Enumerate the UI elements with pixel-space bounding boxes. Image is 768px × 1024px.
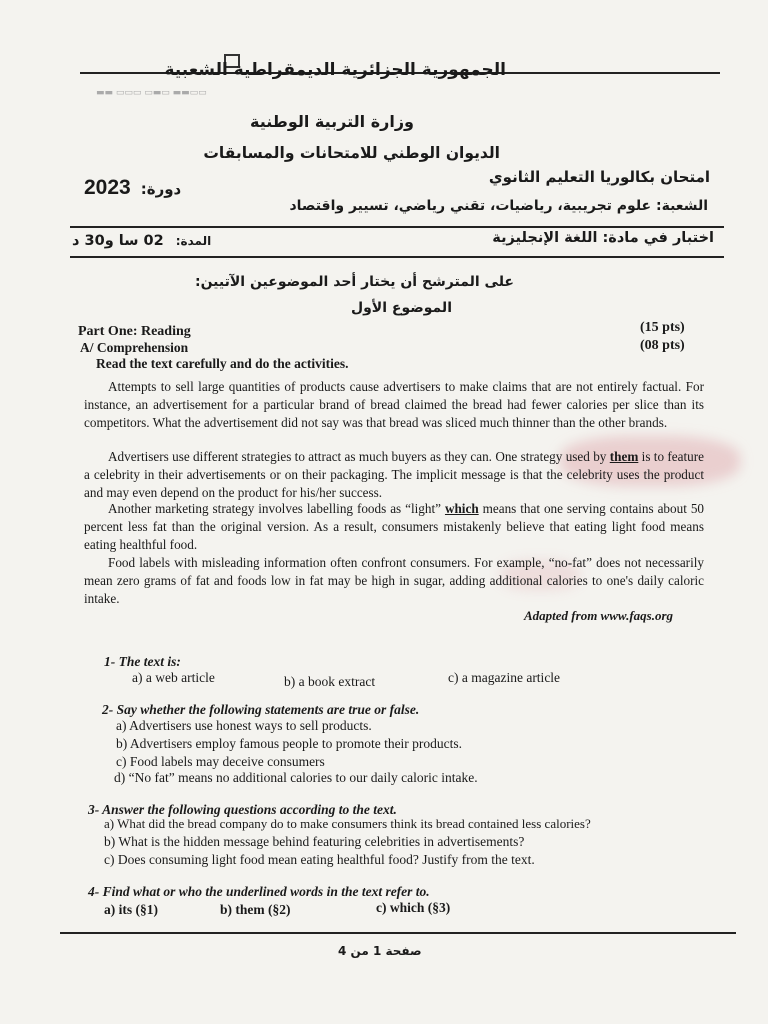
paragraph-4-text: Food labels with misleading information often confront consumers. For example, “no-fat” does not necessarily mean zero grams of fat and foods low in fat may be high in sugar, adding additional calories to one's daily caloric intake. (84, 555, 704, 606)
q1-title: 1- The text is: (104, 654, 181, 669)
q2-statement-b: b) Advertisers employ famous people to promote their products. (116, 736, 463, 751)
q4-title: 4- Find what or who the underlined words in the text refer to. (88, 884, 430, 899)
header-ministry: وزارة التربية الوطنية (249, 112, 414, 131)
header-subject: اختبار في مادة: اللغة الإنجليزية (492, 230, 714, 246)
duration-label: المدة: (175, 234, 212, 248)
q4-item-a: a) its (§1) (104, 902, 158, 917)
q3-question-a: a) What did the bread company do to make consumers think its bread contained less calories? (104, 816, 591, 831)
paragraph-3 (84, 500, 704, 554)
q3-title: 3- Answer the following questions according to the text. (88, 802, 397, 817)
duration (72, 232, 211, 250)
paragraph-2 (84, 448, 704, 502)
q2-statement-a: a) Advertisers use honest ways to sell products. (116, 718, 372, 733)
q2-statement-c: c) Food labels may deceive consumers (116, 754, 325, 769)
paragraph-3-body (84, 500, 704, 554)
q1-option-a: a) a web article (132, 670, 215, 685)
paragraph-3-text-a: Another marketing strategy involves labelling foods as “light” (108, 501, 445, 516)
subject-rule-top (70, 226, 724, 228)
q4-item-b: b) them (§2) (220, 902, 291, 917)
page-number: صفحة 1 من 4 (338, 944, 422, 958)
header-exam: امتحان بكالوريا التعليم الثانوي (488, 168, 710, 186)
q1-option-c: c) a magazine article (448, 670, 561, 685)
header-office: الديوان الوطني للامتحانات والمسابقات (203, 144, 500, 162)
footer-rule (60, 932, 736, 934)
section-points: (08 pts) (640, 338, 685, 353)
paragraph-3-text-b: means that one serving contains about 50 percent less fat than the original version. As a result, consumers mistakenly believe that eating light food means eating healthful food. (84, 501, 705, 552)
section-title: A/ Comprehension (80, 340, 189, 355)
q1-option-b: b) a book extract (284, 674, 376, 689)
choose-instruction: على المترشح أن يختار أحد الموضوعين الآتيين: (194, 274, 514, 290)
topic-title: الموضوع الأول (350, 300, 452, 316)
q2-statement-d: d) “No fat” means no additional calories to our daily caloric intake. (114, 770, 478, 785)
duration-value: 02 سا و30 د (72, 233, 164, 249)
text-source: Adapted from www.faqs.org (524, 608, 674, 623)
paragraph-2-text-a: Advertisers use different strategies to attract as much buyers as they can. One strategy used by (108, 449, 610, 464)
header-republic: الجمهورية الجزائرية الديمقراطية الشعبية (164, 60, 506, 80)
q3-question-b: b) What is the hidden message behind featuring celebrities in advertisements? (104, 834, 525, 849)
part-one-title: Part One: Reading (78, 324, 191, 339)
paragraph-2-body (84, 448, 704, 502)
read-instruction: Read the text carefully and do the activities. (96, 356, 349, 371)
q3-question-c: c) Does consuming light food mean eating healthful food? Justify from the text. (104, 852, 535, 867)
q4-item-c: c) which (§3) (376, 900, 451, 915)
header-stream: الشعبة: علوم تجريبية، رياضيات، تقني رياضي، تسيير واقتصاد (289, 198, 708, 214)
underlined-them: them (609, 449, 639, 464)
underlined-which: which (444, 501, 479, 516)
subject-rule-bottom (70, 256, 724, 258)
q2-title: 2- Say whether the following statements are true or false. (102, 702, 420, 717)
part-one-points: (15 pts) (640, 320, 685, 335)
paragraph-4 (84, 554, 704, 608)
session (84, 176, 181, 200)
session-label: دورة: (140, 180, 182, 198)
session-year: 2023 (84, 176, 131, 199)
paragraph-1-text: Attempts to sell large quantities of products cause advertisers to make claims that are not entirely factual. For instance, an advertisement for a particular brand of bread claimed the bread had fewer calories per slice than its competitors. What the advertisement did not say was that bread was sliced much thinner than the other brands. (84, 379, 704, 430)
paragraph-2-text-b: is to feature a celebrity in their advertisements or on their packaging. The implicit message is that the celebrity uses the product and may even depend on the product for his/her success. (84, 449, 704, 500)
faded-mark: ▬▬ ▭▭▭ ▭▬▭ ▬▬▭▭ (96, 88, 207, 98)
paragraph-1 (84, 378, 704, 432)
